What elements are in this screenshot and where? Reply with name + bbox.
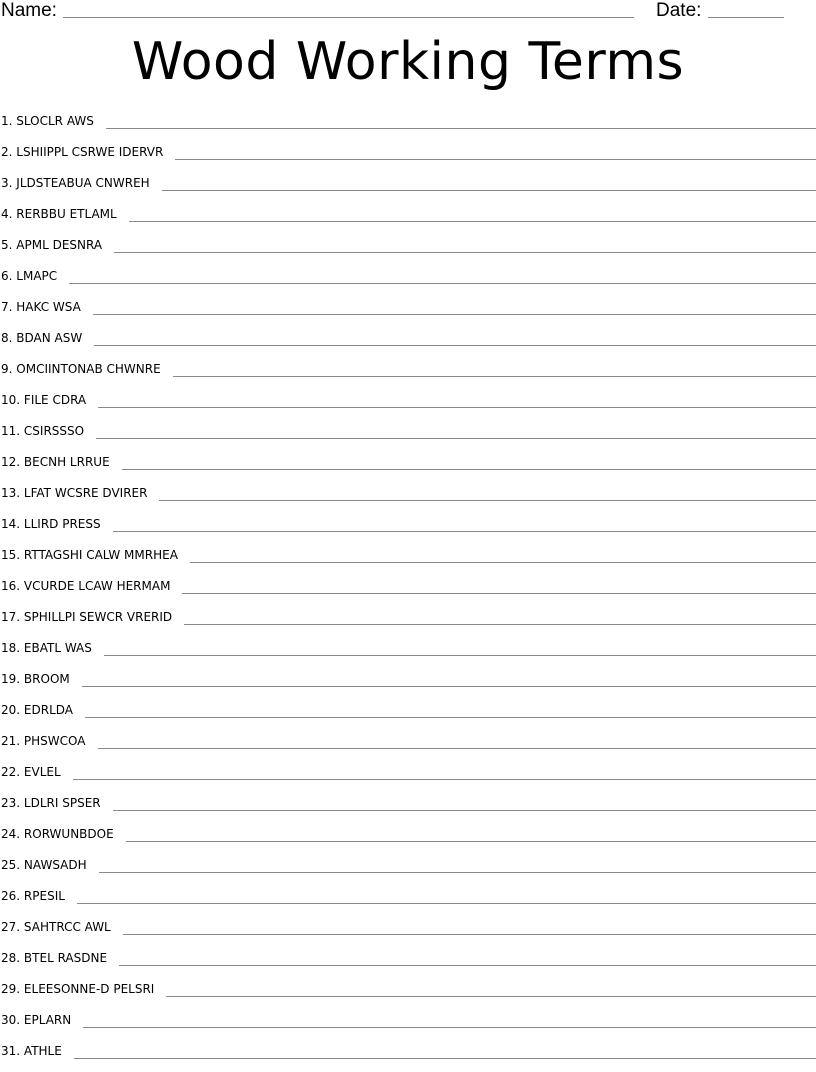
item-word: EVLEL: [24, 765, 61, 779]
list-item: [0, 421, 816, 452]
item-word: OMCIINTONAB CHWNRE: [16, 362, 160, 376]
item-word: LFAT WCSRE DVIRER: [24, 486, 148, 500]
list-item: [0, 235, 816, 266]
answer-line[interactable]: [93, 314, 816, 315]
answer-line[interactable]: [94, 345, 816, 346]
scrambled-word: [0, 328, 82, 348]
scrambled-word: [0, 111, 94, 131]
scrambled-word: [0, 142, 163, 162]
answer-line[interactable]: [69, 283, 816, 284]
answer-line[interactable]: [73, 779, 816, 780]
answer-line[interactable]: [119, 965, 816, 966]
list-item: [0, 111, 816, 142]
list-item: [0, 173, 816, 204]
answer-line[interactable]: [159, 500, 816, 501]
item-number: 5.: [1, 238, 12, 252]
scrambled-word: [0, 545, 178, 565]
list-item: [0, 1041, 816, 1072]
scrambled-word: [0, 793, 101, 813]
item-number: 29.: [1, 982, 20, 996]
item-number: 17.: [1, 610, 20, 624]
scrambled-word: [0, 762, 61, 782]
list-item: [0, 824, 816, 855]
answer-line[interactable]: [182, 593, 816, 594]
answer-line[interactable]: [74, 1058, 816, 1059]
list-item: [0, 700, 816, 731]
item-word: EBATL WAS: [24, 641, 92, 655]
answer-line[interactable]: [99, 872, 816, 873]
item-number: 15.: [1, 548, 20, 562]
list-item: [0, 607, 816, 638]
list-item: [0, 297, 816, 328]
scrambled-word: [0, 452, 110, 472]
item-number: 23.: [1, 796, 20, 810]
item-word: SAHTRCC AWL: [24, 920, 111, 934]
item-number: 1.: [1, 114, 12, 128]
item-number: 16.: [1, 579, 20, 593]
list-item: [0, 948, 816, 979]
answer-line[interactable]: [113, 810, 816, 811]
item-number: 3.: [1, 176, 12, 190]
item-word: JLDSTEABUA CNWREH: [16, 176, 149, 190]
answer-line[interactable]: [173, 376, 816, 377]
scrambled-word: [0, 886, 65, 906]
item-number: 21.: [1, 734, 20, 748]
page-title: Wood Working Terms: [0, 29, 816, 95]
item-word: LLIRD PRESS: [24, 517, 101, 531]
item-number: 28.: [1, 951, 20, 965]
answer-line[interactable]: [104, 655, 816, 656]
scrambled-word: [0, 204, 117, 224]
list-item: [0, 886, 816, 917]
item-word: VCURDE LCAW HERMAM: [24, 579, 171, 593]
item-word: SLOCLR AWS: [16, 114, 94, 128]
answer-line[interactable]: [175, 159, 816, 160]
item-number: 30.: [1, 1013, 20, 1027]
scrambled-word: [0, 917, 111, 937]
scrambled-word: [0, 855, 87, 875]
item-word: CSIRSSSO: [24, 424, 84, 438]
item-number: 2.: [1, 145, 12, 159]
item-word: RTTAGSHI CALW MMRHEA: [24, 548, 178, 562]
list-item: [0, 669, 816, 700]
item-word: NAWSADH: [24, 858, 87, 872]
item-number: 6.: [1, 269, 12, 283]
list-item: [0, 266, 816, 297]
answer-line[interactable]: [184, 624, 816, 625]
answer-line[interactable]: [98, 748, 816, 749]
item-number: 31.: [1, 1044, 20, 1058]
scrambled-word: [0, 266, 57, 286]
list-item: [0, 917, 816, 948]
scrambled-word: [0, 359, 161, 379]
list-item: [0, 359, 816, 390]
answer-line[interactable]: [77, 903, 816, 904]
answer-line[interactable]: [162, 190, 816, 191]
list-item: [0, 483, 816, 514]
item-word: BECNH LRRUE: [24, 455, 110, 469]
scrambled-word: [0, 1010, 71, 1030]
item-number: 4.: [1, 207, 12, 221]
item-word: ATHLE: [24, 1044, 62, 1058]
item-word: EDRLDA: [24, 703, 73, 717]
item-word: HAKC WSA: [16, 300, 81, 314]
scrambled-word: [0, 824, 114, 844]
list-item: [0, 638, 816, 669]
scrambled-word: [0, 638, 92, 658]
item-word: RORWUNBDOE: [24, 827, 114, 841]
scrambled-word: [0, 948, 107, 968]
scrambled-word: [0, 1041, 62, 1061]
item-word: EPLARN: [24, 1013, 71, 1027]
scrambled-word: [0, 979, 154, 999]
scrambled-word: [0, 421, 84, 441]
scrambled-word: [0, 731, 86, 751]
answer-line[interactable]: [96, 438, 816, 439]
scrambled-word: [0, 483, 147, 503]
item-number: 9.: [1, 362, 12, 376]
item-word: RERBBU ETLAML: [16, 207, 116, 221]
list-item: [0, 1010, 816, 1041]
answer-line[interactable]: [83, 1027, 816, 1028]
worksheet-header: [0, 0, 816, 26]
item-number: 18.: [1, 641, 20, 655]
list-item: [0, 545, 816, 576]
list-item: [0, 855, 816, 886]
list-item: [0, 731, 816, 762]
scrambled-word: [0, 390, 86, 410]
list-item: [0, 204, 816, 235]
list-item: [0, 576, 816, 607]
item-word: BROOM: [24, 672, 70, 686]
list-item: [0, 793, 816, 824]
item-word: ELEESONNE-D PELSRI: [24, 982, 154, 996]
item-word: FILE CDRA: [24, 393, 86, 407]
answer-line[interactable]: [114, 252, 816, 253]
item-word: SPHILLPI SEWCR VRERID: [24, 610, 172, 624]
item-word: BTEL RASDNE: [24, 951, 107, 965]
scramble-list: [0, 111, 816, 1072]
answer-line[interactable]: [129, 221, 816, 222]
answer-line[interactable]: [98, 407, 816, 408]
answer-line[interactable]: [190, 562, 816, 563]
item-number: 14.: [1, 517, 20, 531]
item-number: 22.: [1, 765, 20, 779]
item-word: PHSWCOA: [24, 734, 86, 748]
answer-line[interactable]: [122, 469, 816, 470]
item-number: 11.: [1, 424, 20, 438]
scrambled-word: [0, 297, 81, 317]
list-item: [0, 762, 816, 793]
item-number: 25.: [1, 858, 20, 872]
scrambled-word: [0, 607, 172, 627]
item-word: BDAN ASW: [16, 331, 82, 345]
answer-line[interactable]: [123, 934, 816, 935]
answer-line[interactable]: [106, 128, 816, 129]
list-item: [0, 328, 816, 359]
list-item: [0, 514, 816, 545]
date-answer-line: [708, 17, 784, 18]
name-answer-line: [63, 17, 634, 18]
item-word: LSHIIPPL CSRWE IDERVR: [16, 145, 163, 159]
answer-line[interactable]: [113, 531, 816, 532]
item-number: 19.: [1, 672, 20, 686]
item-word: LDLRI SPSER: [24, 796, 101, 810]
item-number: 10.: [1, 393, 20, 407]
item-number: 7.: [1, 300, 12, 314]
answer-line[interactable]: [85, 717, 816, 718]
answer-line[interactable]: [82, 686, 816, 687]
list-item: [0, 452, 816, 483]
scrambled-word: [0, 700, 73, 720]
item-number: 13.: [1, 486, 20, 500]
scrambled-word: [0, 576, 170, 596]
item-number: 8.: [1, 331, 12, 345]
item-number: 26.: [1, 889, 20, 903]
item-number: 12.: [1, 455, 20, 469]
list-item: [0, 142, 816, 173]
answer-line[interactable]: [126, 841, 816, 842]
scrambled-word: [0, 514, 101, 534]
name-label: Name:: [1, 0, 57, 22]
scrambled-word: [0, 669, 70, 689]
scrambled-word: [0, 235, 102, 255]
answer-line[interactable]: [166, 996, 816, 997]
item-number: 24.: [1, 827, 20, 841]
list-item: [0, 390, 816, 421]
item-number: 27.: [1, 920, 20, 934]
list-item: [0, 979, 816, 1010]
item-number: 20.: [1, 703, 20, 717]
item-word: APML DESNRA: [16, 238, 102, 252]
scrambled-word: [0, 173, 150, 193]
date-label: Date:: [656, 0, 701, 22]
item-word: LMAPC: [16, 269, 57, 283]
item-word: RPESIL: [24, 889, 65, 903]
